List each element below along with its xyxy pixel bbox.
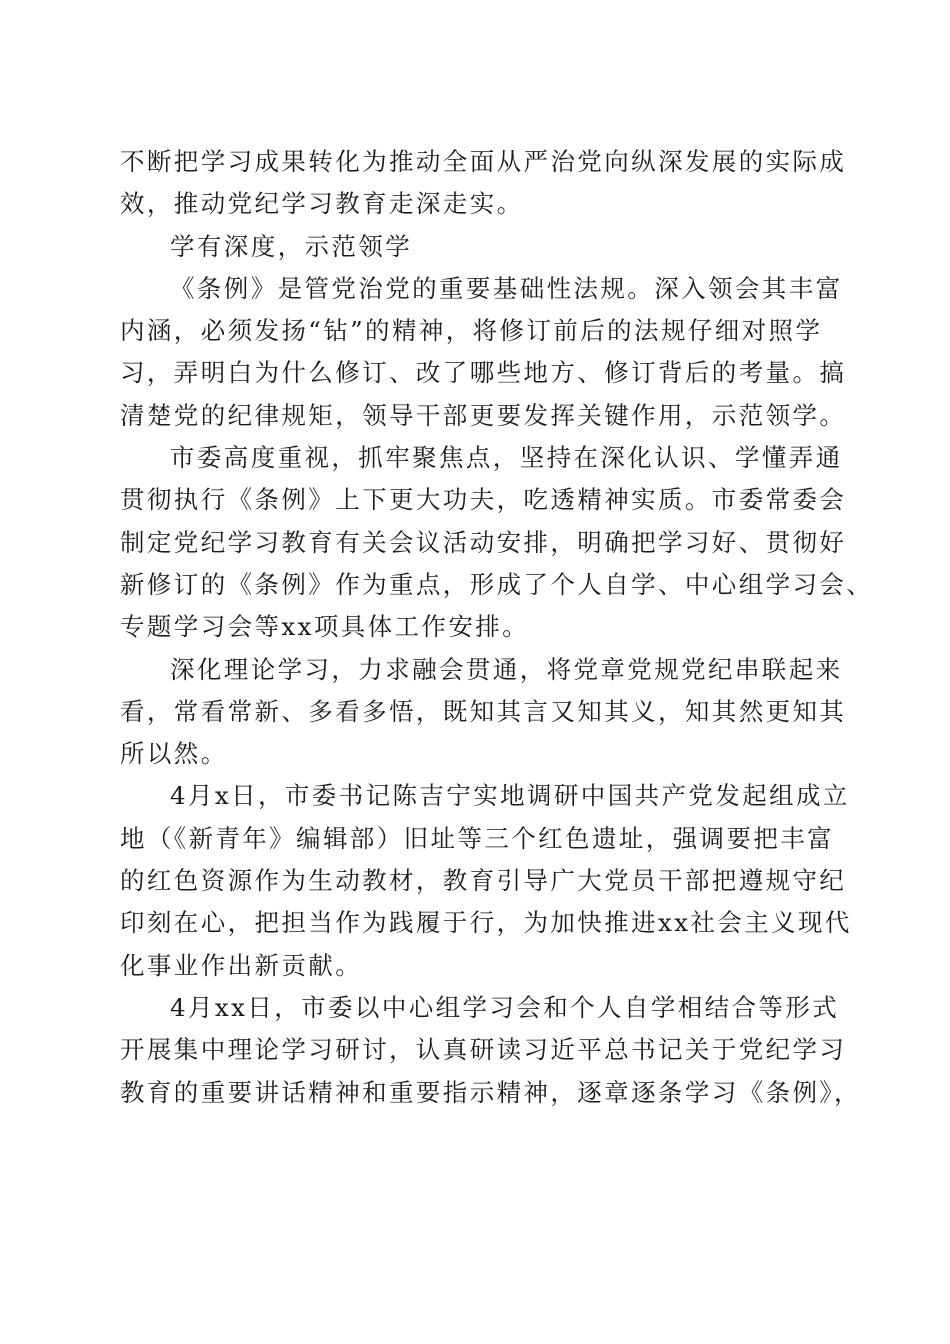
text-line: 看，常看常新、多看多悟，既知其言又知其义，知其然更知其	[120, 696, 847, 726]
text-line: 所以然。	[120, 739, 228, 769]
paragraph-4	[120, 437, 874, 648]
text-line: 新修订的《条例》作为重点，形成了个人自学、中心组学习会、	[120, 569, 874, 599]
paragraph-1	[120, 141, 847, 226]
paragraph-7	[120, 987, 861, 1114]
text-line: 不断把学习成果转化为推动全面从严治党向纵深发展的实际成	[120, 147, 847, 176]
text-line: 贯彻执行《条例》上下更大功夫，吃透精神实质。市委常委会	[120, 485, 847, 515]
section-heading	[120, 226, 832, 268]
text-line: 4月x日，市委书记陈吉宁实地调研中国共产党发起组成立	[170, 781, 850, 811]
text-line: 市委高度重视，抓牢聚焦点，坚持在深化认识、学懂弄通	[170, 443, 843, 473]
text-line: 开展集中理论学习研讨，认真研读习近平总书记关于党纪学习	[120, 1035, 847, 1065]
text-line: 的红色资源作为生动教材，教育引导广大党员干部把遵规守纪	[120, 866, 847, 896]
text-line: 教育的重要讲话精神和重要指示精神，逐章逐条学习《条例》，	[120, 1077, 861, 1107]
text-line: 深化理论学习，力求融会贯通，将党章党规党纪串联起来	[170, 654, 843, 684]
text-line: 效，推动党纪学习教育走深走实。	[120, 189, 524, 219]
text-line: 化事业作出新贡献。	[120, 950, 363, 980]
paragraph-6	[120, 775, 852, 986]
text-line: 《条例》是管党治党的重要基础性法规。深入领会其丰富	[170, 273, 843, 303]
text-line: 印刻在心，把担当作为践履于行，为加快推进xx社会主义现代	[120, 908, 852, 938]
text-line: 制定党纪学习教育有关会议活动安排，明确把学习好、贯彻好	[120, 527, 847, 557]
paragraph-5	[120, 649, 847, 776]
text-line: 清楚党的纪律规矩，领导干部更要发挥关键作用，示范领学。	[120, 400, 847, 430]
text-line: 学有深度，示范领学	[170, 231, 413, 261]
text-line: 专题学习会等xx项具体工作安排。	[120, 612, 530, 642]
text-line: 4月xx日，市委以中心组学习会和个人自学相结合等形式	[170, 992, 840, 1022]
text-line: 地（《新青年》编辑部）旧址等三个红色遗址，强调要把丰富	[120, 823, 835, 853]
document-body	[120, 141, 874, 1114]
paragraph-3	[120, 268, 847, 437]
text-line: 习，弄明白为什么修订、改了哪些地方、修订背后的考量。搞	[120, 358, 847, 388]
text-line: 内涵，必须发扬“钻”的精神，将修订前后的法规仔细对照学	[120, 316, 823, 346]
